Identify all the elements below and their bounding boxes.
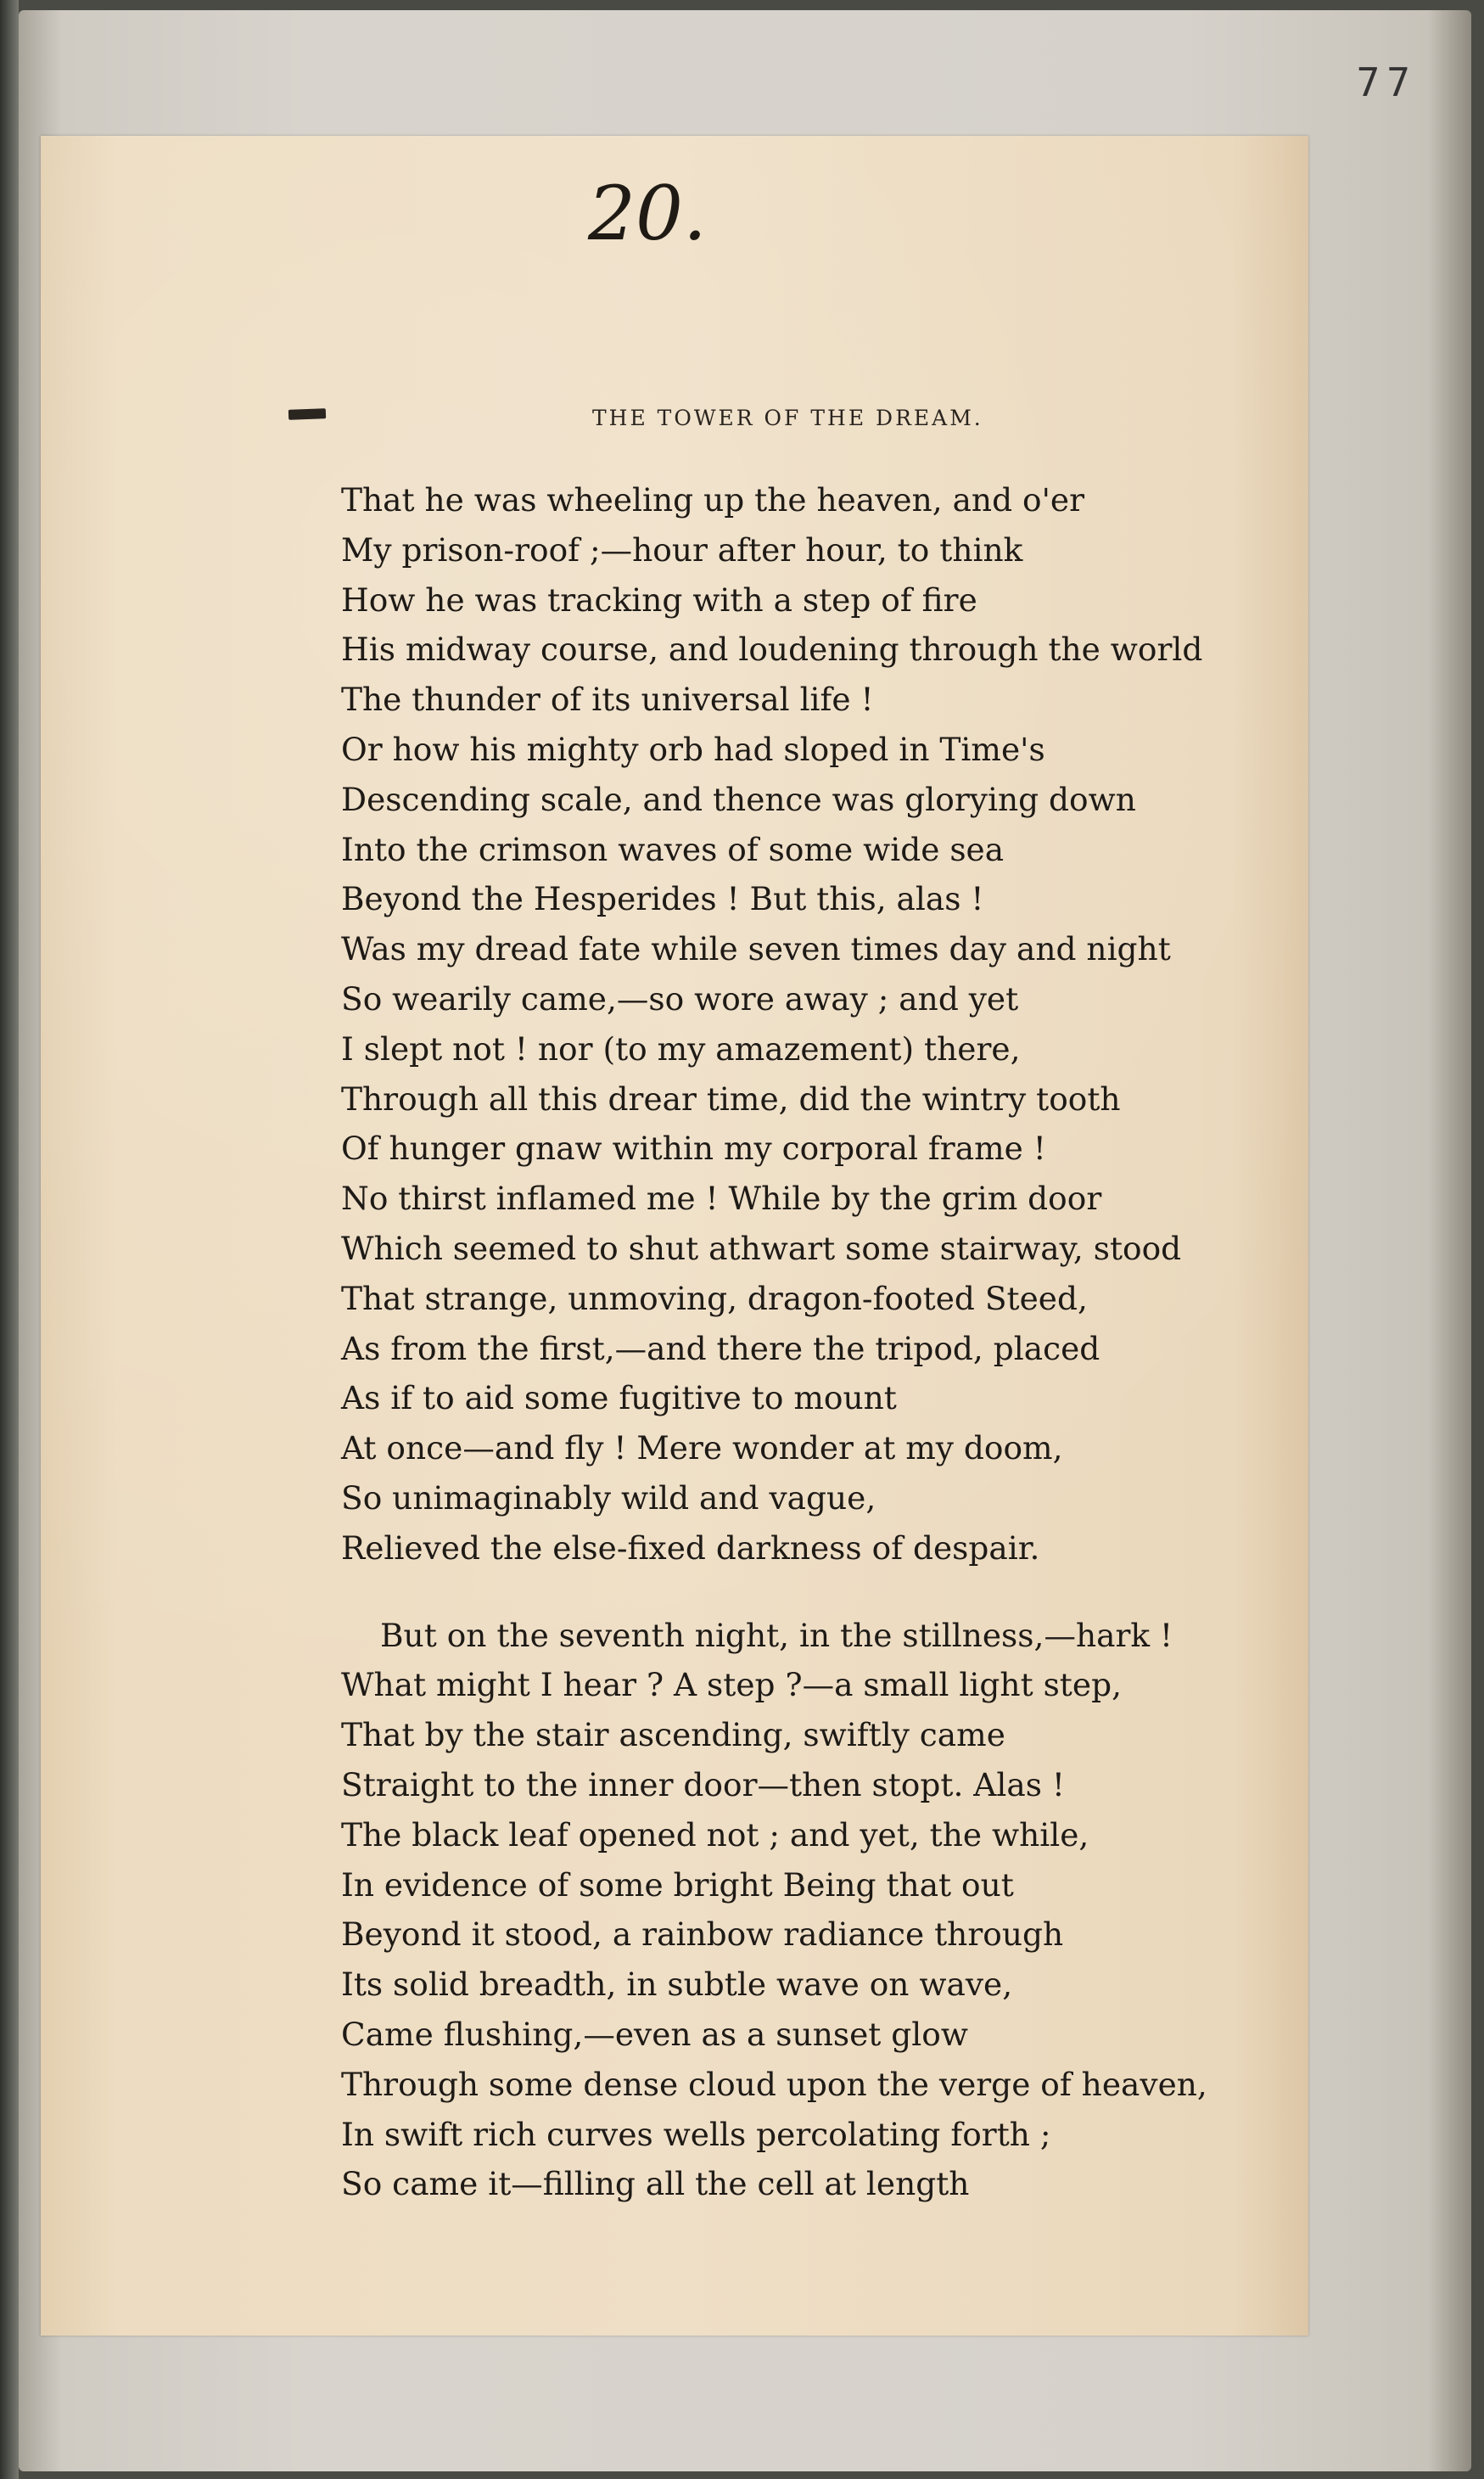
verse-line: His midway course, and loudening through the world: [341, 631, 1203, 669]
verse-line: Of hunger gnaw within my corporal frame !: [341, 1130, 1046, 1168]
verse-line: What might I hear ? A step ?—a small light step,: [341, 1666, 1122, 1704]
verse-line: Through some dense cloud upon the verge of heaven,: [341, 2065, 1207, 2103]
verse-line: But on the seventh night, in the stillness,—hark !: [380, 1616, 1173, 1654]
stanza-2: [341, 1611, 1317, 2210]
verse-line: No thirst inflamed me ! While by the grim door: [341, 1180, 1102, 1218]
verse-line: The black leaf opened not ; and yet, the while,: [341, 1815, 1089, 1854]
verse-line: Its solid breadth, in subtle wave on wave,: [341, 1966, 1013, 2004]
verse-line: Was my dread fate while seven times day and night: [341, 930, 1171, 968]
pasted-clipping: [41, 136, 1308, 2336]
verse-line: In swift rich curves wells percolating forth ;: [341, 2115, 1051, 2153]
verse-line: That strange, unmoving, dragon-footed Steed,: [341, 1279, 1088, 1317]
verse-line: As from the first,—and there the tripod, placed: [341, 1329, 1100, 1367]
verse-line: As if to aid some fugitive to mount: [341, 1379, 897, 1417]
stanza-1: [341, 475, 1317, 1573]
verse-line: So came it—filling all the cell at length: [341, 2165, 970, 2203]
running-head: THE TOWER OF THE DREAM.: [592, 406, 983, 430]
verse-line: Which seemed to shut athwart some stairway, stood: [341, 1229, 1182, 1267]
binding-edge: [0, 0, 19, 2479]
verse-line: How he was tracking with a step of fire: [341, 580, 977, 619]
verse-line: Through all this drear time, did the wintry tooth: [341, 1080, 1121, 1118]
verse-line: My prison-roof ;—hour after hour, to think: [341, 530, 1023, 569]
verse-line: That by the stair ascending, swiftly came: [341, 1716, 1005, 1754]
handwritten-number: 20.: [588, 170, 707, 257]
verse-line: In evidence of some bright Being that out: [341, 1865, 1014, 1904]
verse-line: Beyond it stood, a rainbow radiance through: [341, 1915, 1064, 1954]
verse-line: Relieved the else-fixed darkness of despair.: [341, 1528, 1040, 1567]
verse-line: Straight to the inner door—then stopt. Alas !: [341, 1765, 1065, 1803]
verse-line: The thunder of its universal life !: [341, 681, 874, 719]
verse-line: So unimaginably wild and vague,: [341, 1478, 876, 1517]
verse-line: So wearily came,—so wore away ; and yet: [341, 979, 1019, 1018]
verse-line: Descending scale, and thence was glorying down: [341, 780, 1136, 818]
verse-line: Beyond the Hesperides ! But this, alas !: [341, 880, 984, 918]
poem-text: [341, 475, 1317, 2209]
struck-out-page-number-mark: [288, 408, 326, 420]
verse-line: Or how his mighty orb had sloped in Time's: [341, 730, 1045, 768]
verse-line: Came flushing,—even as a sunset glow: [341, 2015, 968, 2053]
verse-line: I slept not ! nor (to my amazement) there,: [341, 1029, 1021, 1068]
verse-line: Into the crimson waves of some wide sea: [341, 830, 1005, 868]
verse-line: At once—and fly ! Mere wonder at my doom,: [341, 1429, 1063, 1467]
page-number: 77: [1356, 59, 1417, 105]
verse-line: That he was wheeling up the heaven, and o'er: [341, 481, 1085, 519]
